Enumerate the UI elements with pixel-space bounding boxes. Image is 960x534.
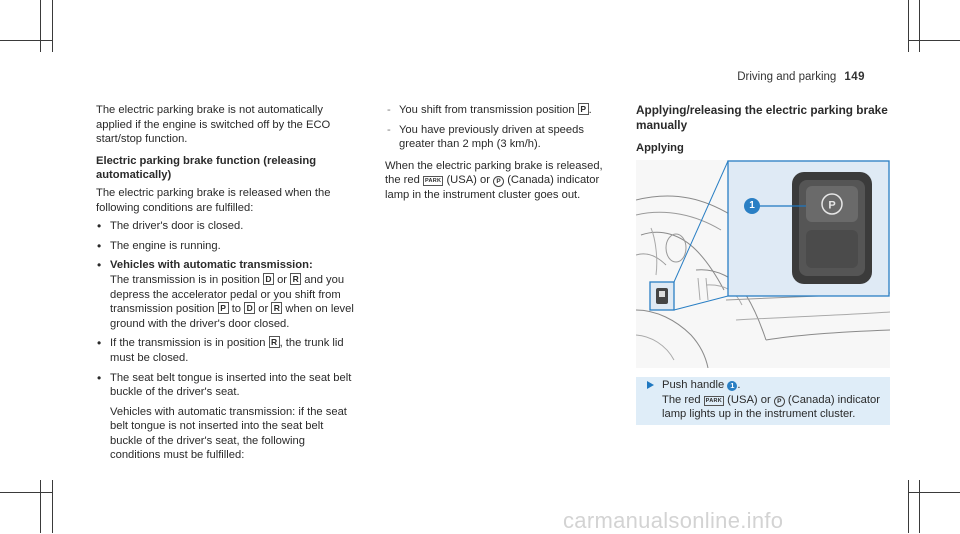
list-item: • The seat belt tongue is inserted into the seat belt buckle of the driver's seat. Vehicles with automatic transmission: if the seat belt tongue is not inserted into the seat belt buckle of the driver's seat, the following conditions must be fulfilled: xyxy=(96,371,354,464)
list-item-title: Vehicles with automatic transmission: xyxy=(110,259,313,272)
parking-brake-indicator-icon: P xyxy=(493,176,504,187)
step-arrow-icon xyxy=(647,381,654,389)
list-item: • The driver's door is closed. xyxy=(96,219,354,234)
crop-mark xyxy=(908,40,960,41)
gear-p-symbol: P xyxy=(218,302,229,314)
crop-mark xyxy=(40,480,41,533)
section-title: Driving and parking xyxy=(737,71,837,83)
list-item: - You have previously driven at speeds greater than 2 mph (3 km/h). xyxy=(385,123,621,152)
section-heading: Electric parking brake function (releasing automatically) xyxy=(96,154,317,182)
page-number: 149 xyxy=(844,71,865,83)
column-left xyxy=(96,103,354,468)
subheading: Applying xyxy=(636,142,684,154)
section-heading: Applying/releasing the electric parking brake manually xyxy=(636,103,888,132)
crop-mark xyxy=(0,492,52,493)
crop-mark xyxy=(919,0,920,52)
park-indicator-icon: PARK xyxy=(705,397,723,404)
crop-mark xyxy=(52,480,53,533)
gear-d-symbol: D xyxy=(244,302,255,314)
crop-mark xyxy=(52,0,53,52)
gear-r-symbol: R xyxy=(271,302,282,314)
conditions-sublist xyxy=(385,103,621,152)
intro-paragraph: The electric parking brake is not automatically applied if the engine is switched off by the ECO start/stop function. xyxy=(96,104,331,146)
watermark: carmanualsonline.info xyxy=(563,508,784,533)
conditions-list xyxy=(96,219,354,463)
crop-mark xyxy=(908,492,960,493)
conditions-lead: The electric parking brake is released when the following conditions are fulfilled: xyxy=(96,186,331,214)
list-item-note: Vehicles with automatic transmission: if the seat belt tongue is not inserted into the seat belt buckle of the driver's seat, the following conditions must be fulfilled: xyxy=(110,405,347,462)
crop-mark xyxy=(919,480,920,533)
callout-badge: 1 xyxy=(727,381,737,391)
callout-badge: 1 xyxy=(744,198,760,214)
column-middle xyxy=(385,103,621,210)
list-item: • Vehicles with automatic transmission: The transmission is in position D or R and you depress the accelerator pedal or you shift from transmission position P to D or R when on level ground with the driver's door closed. xyxy=(96,258,354,331)
svg-text:P: P xyxy=(828,199,836,212)
park-indicator-icon: PARK xyxy=(424,178,442,185)
crop-mark xyxy=(908,0,909,52)
gear-d-symbol: D xyxy=(263,273,274,285)
instruction-step xyxy=(636,377,890,425)
parking-brake-indicator-icon: P xyxy=(774,396,785,407)
crop-mark xyxy=(0,40,52,41)
crop-mark xyxy=(908,480,909,533)
gear-r-symbol: R xyxy=(269,336,280,348)
step-text: Push handle 1 . The red PARK (USA) or P (Canada) indicator lamp lights up in the instrument cluster. xyxy=(662,379,880,421)
indicator-paragraph: When the electric parking brake is released, the red PARK (USA) or P (Canada) indicator lamp in the instrument cluster goes out. xyxy=(385,159,603,201)
dashboard-drawing xyxy=(636,160,890,368)
gear-r-symbol: R xyxy=(290,273,301,285)
parking-brake-illustration xyxy=(636,160,890,368)
crop-mark xyxy=(40,0,41,52)
list-item: • The engine is running. xyxy=(96,239,354,254)
gear-p-symbol: P xyxy=(578,103,589,115)
column-right xyxy=(636,103,890,163)
list-item: - You shift from transmission position P . xyxy=(385,103,621,118)
page-header xyxy=(737,71,865,83)
list-item: • If the transmission is in position R , the trunk lid must be closed. xyxy=(96,336,354,365)
